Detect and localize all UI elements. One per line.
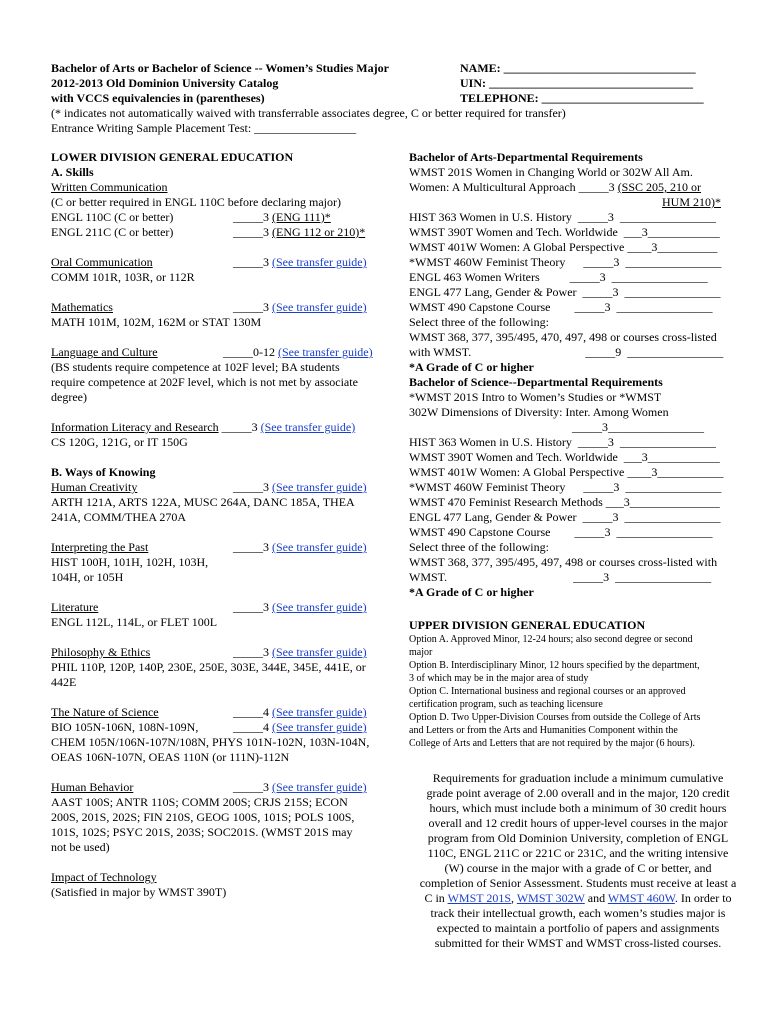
ba-line-2-text: Women: A Multicultural Approach _____3 <box>409 180 618 194</box>
req-line-10: track their intellectual growth, each women’s studies major is <box>430 906 726 920</box>
title-line-3: with VCCS equivalencies in (parentheses) <box>51 91 265 105</box>
science-transfer-guide-link-1[interactable]: (See transfer guide) <box>272 705 367 719</box>
bs-line-9[interactable]: ENGL 477 Lang, Gender & Power _____3 ________________ <box>409 510 721 524</box>
creativity-title: Human Creativity <box>51 480 138 494</box>
math-transfer-guide-link[interactable]: (See transfer guide) <box>272 300 367 314</box>
req-line-11: expected to maintain a portfolio of papers and assignments <box>436 921 720 935</box>
upper-division-options <box>409 633 749 750</box>
engl211-equivalency: (ENG 112 or 210)* <box>272 225 366 239</box>
language-note-3: degree) <box>51 390 87 404</box>
past-row <box>51 540 391 555</box>
behavior-courses-4: not be used) <box>51 840 110 854</box>
engl211-row <box>51 225 391 240</box>
creativity-credit[interactable]: _____3 <box>233 480 272 494</box>
literature-row <box>51 600 391 615</box>
req-line-6: 110C, ENGL 211C or 221C or 231C, and the writing intensive <box>427 846 729 860</box>
bs-line-7[interactable]: *WMST 460W Feminist Theory _____3 ________________ <box>409 480 722 494</box>
info-literacy-row <box>51 420 391 435</box>
bs-line-1: *WMST 201S Intro to Women’s Studies or *WMST <box>409 390 662 404</box>
skills-heading: A. Skills <box>51 165 94 179</box>
science-title: The Nature of Science <box>51 705 159 719</box>
wmst-302w-link[interactable]: WMST 302W <box>516 891 585 905</box>
ba-line-2-equivalency: (SSC 205, 210 or <box>617 180 702 194</box>
req-line-8: completion of Senior Assessment. Students must receive at least a <box>419 876 737 890</box>
req-line-12: submitted for their WMST and WMST cross-listed courses. <box>434 936 722 950</box>
lower-division-column <box>51 150 391 900</box>
behavior-transfer-guide-link[interactable]: (See transfer guide) <box>272 780 367 794</box>
philosophy-row <box>51 645 391 660</box>
wmst-201s-link[interactable]: WMST 201S <box>447 891 512 905</box>
philosophy-courses-1: PHIL 110P, 120P, 140P, 230E, 250E, 303E, 344E, 345E, 441E, or <box>51 660 366 674</box>
oral-transfer-guide-link[interactable]: (See transfer guide) <box>272 255 367 269</box>
science-courses-row <box>51 720 391 735</box>
graduation-requirements <box>405 771 751 951</box>
ba-grade-note: *A Grade of C or higher <box>409 360 534 374</box>
ba-line-2 <box>409 180 749 195</box>
name-field[interactable]: NAME: ________________________________ <box>460 61 696 75</box>
literature-transfer-guide-link[interactable]: (See transfer guide) <box>272 600 367 614</box>
oral-courses: COMM 101R, 103R, or 112R <box>51 270 195 284</box>
upper-division-heading: UPPER DIVISION GENERAL EDUCATION <box>409 618 646 632</box>
option-d-line-2: and Letters or from the Arts and Humanities Component within the <box>409 725 678 736</box>
req-line-9-text-d: . In order to <box>674 891 732 905</box>
title-line-2: 2012-2013 Old Dominion University Catalog <box>51 76 279 90</box>
behavior-courses-2: 200S, 201S, 202S; FIN 210S, GEOG 100S, 101S; POLS 100S, <box>51 810 355 824</box>
mathematics-row <box>51 300 391 315</box>
creativity-transfer-guide-link[interactable]: (See transfer guide) <box>272 480 367 494</box>
science-courses-2: CHEM 105N/106N-107N/108N, PHYS 101N-102N, 103N-104N, <box>51 735 370 749</box>
literature-credit[interactable]: _____3 <box>233 600 272 614</box>
req-line-2: grade point average of 2.00 overall and in the major, 120 credit <box>426 786 730 800</box>
ba-heading: Bachelor of Arts-Departmental Requirements <box>409 150 643 164</box>
science-transfer-guide-link-2[interactable]: (See transfer guide) <box>272 720 367 734</box>
info-literacy-credit[interactable]: _____3 <box>218 420 261 434</box>
past-credit[interactable]: _____3 <box>233 540 272 554</box>
behavior-credit[interactable]: _____3 <box>233 780 272 794</box>
language-transfer-guide-link[interactable]: (See transfer guide) <box>278 345 373 359</box>
creativity-row <box>51 480 391 495</box>
ba-line-1: WMST 201S Women in Changing World or 302W All Am. <box>409 165 693 179</box>
option-c-line-1: Option C. International business and regional courses or an approved <box>409 686 686 697</box>
philosophy-courses-2: 442E <box>51 675 77 689</box>
option-d-line-1: Option D. Two Upper-Division Courses from outside the College of Arts <box>409 712 701 723</box>
option-d-line-3: College of Arts and Letters that are not required by the major (6 hours). <box>409 738 696 749</box>
ba-line-5[interactable]: WMST 390T Women and Tech. Worldwide ___3____________ <box>409 225 720 239</box>
ways-of-knowing-heading: B. Ways of Knowing <box>51 465 156 479</box>
science-credit-2[interactable]: _____4 <box>233 720 272 734</box>
math-credit[interactable]: _____3 <box>233 300 272 314</box>
past-transfer-guide-link[interactable]: (See transfer guide) <box>272 540 367 554</box>
ba-line-9[interactable]: ENGL 477 Lang, Gender & Power _____3 ________________ <box>409 285 721 299</box>
req-line-9-text-b: , <box>511 891 517 905</box>
telephone-field[interactable]: TELEPHONE: ___________________________ <box>460 91 704 105</box>
info-literacy-title: Information Literacy and Research <box>51 420 219 434</box>
bs-line-4[interactable]: HIST 363 Women in U.S. History _____3 ________________ <box>409 435 716 449</box>
transfer-note: (* indicates not automatically waived with transferrable associates degree, C or better required for transfer) <box>51 106 566 120</box>
literature-title: Literature <box>51 600 99 614</box>
written-communication-title: Written Communication <box>51 180 168 194</box>
bs-line-8[interactable]: WMST 470 Feminist Research Methods ___3_______________ <box>409 495 720 509</box>
engl110-credit[interactable]: _____3 <box>233 210 272 224</box>
written-communication-note: (C or better required in ENGL 110C before declaring major) <box>51 195 342 209</box>
technology-title: Impact of Technology <box>51 870 157 884</box>
behavior-title: Human Behavior <box>51 780 134 794</box>
science-courses-3: OEAS 106N-107N, OEAS 110N (or 111N)-112N <box>51 750 290 764</box>
title-line-1: Bachelor of Arts or Bachelor of Science -- Women’s Studies Major <box>51 61 389 75</box>
req-line-7: (W) course in the major with a grade of C or better, and <box>444 861 712 875</box>
req-line-5: program from Old Dominion University, completion of ENGL <box>427 831 729 845</box>
ba-line-4[interactable]: HIST 363 Women in U.S. History _____3 ________________ <box>409 210 716 224</box>
behavior-row <box>51 780 391 795</box>
technology-note: (Satisfied in major by WMST 390T) <box>51 885 227 899</box>
option-c-line-2: certification program, such as teaching licensure <box>409 699 603 710</box>
engl211-course: ENGL 211C (C or better) <box>51 225 174 239</box>
ba-line-7[interactable]: *WMST 460W Feminist Theory _____3 ________________ <box>409 255 722 269</box>
ba-line-3 <box>409 195 749 210</box>
past-courses-1: HIST 100H, 101H, 102H, 103H, <box>51 555 209 569</box>
option-a-line-1: Option A. Approved Minor, 12-24 hours; also second degree or second <box>409 634 693 645</box>
bs-line-12: WMST 368, 377, 395/495, 497, 498 or courses cross-listed with <box>409 555 718 569</box>
oral-communication-row <box>51 255 391 270</box>
bs-line-2: 302W Dimensions of Diversity: Inter. Among Women <box>409 405 669 419</box>
bs-grade-note: *A Grade of C or higher <box>409 585 534 599</box>
engl110-course: ENGL 110C (C or better) <box>51 210 174 224</box>
ba-line-11: Select three of the following: <box>409 315 549 329</box>
literature-courses: ENGL 112L, 114L, or FLET 100L <box>51 615 218 629</box>
language-title: Language and Culture <box>51 345 158 359</box>
behavior-courses-3: 101S, 102S; PSYC 201S, 203S; SOC201S. (WMST 201S may <box>51 825 353 839</box>
req-line-3: hours, which must include both a minimum of 30 credit hours <box>429 801 727 815</box>
ba-line-12: WMST 368, 377, 395/495, 470, 497, 498 or courses cross-listed <box>409 330 717 344</box>
req-line-9-text-c: and <box>584 891 608 905</box>
uin-field[interactable]: UIN: __________________________________ <box>460 76 693 90</box>
mathematics-title: Mathematics <box>51 300 113 314</box>
bs-line-3[interactable]: _____3________________ <box>572 420 704 434</box>
language-row <box>51 345 391 360</box>
oral-communication-title: Oral Communication <box>51 255 153 269</box>
past-title: Interpreting the Past <box>51 540 149 554</box>
bs-heading: Bachelor of Science--Departmental Requirements <box>409 375 663 389</box>
engl211-credit[interactable]: _____3 <box>233 225 272 239</box>
philosophy-title: Philosophy & Ethics <box>51 645 151 659</box>
creativity-courses-1: ARTH 121A, ARTS 122A, MUSC 264A, DANC 185A, THEA <box>51 495 355 509</box>
req-line-9 <box>405 891 751 906</box>
lower-division-heading: LOWER DIVISION GENERAL EDUCATION <box>51 150 294 164</box>
req-line-1: Requirements for graduation include a minimum cumulative <box>432 771 724 785</box>
option-b-line-1: Option B. Interdisciplinary Minor, 12 hours specified by the department, <box>409 660 700 671</box>
ba-line-13[interactable]: with WMST. _____9 ________________ <box>409 345 724 359</box>
wmst-460w-link[interactable]: WMST 460W <box>607 891 675 905</box>
option-b-line-2: 3 of which may be in the major area of study <box>409 673 589 684</box>
philosophy-credit[interactable]: _____3 <box>233 645 272 659</box>
ba-line-10[interactable]: WMST 490 Capstone Course _____3 ________________ <box>409 300 713 314</box>
req-line-4: overall and 12 credit hours of upper-level courses in the major <box>428 816 728 830</box>
ba-line-8[interactable]: ENGL 463 Women Writers _____3 ________________ <box>409 270 708 284</box>
engl110-row <box>51 210 391 225</box>
behavior-courses-1: AAST 100S; ANTR 110S; COMM 200S; CRJS 215S; ECON <box>51 795 348 809</box>
info-literacy-courses: CS 120G, 121G, or IT 150G <box>51 435 188 449</box>
philosophy-transfer-guide-link[interactable]: (See transfer guide) <box>272 645 367 659</box>
bs-line-5[interactable]: WMST 390T Women and Tech. Worldwide ___3____________ <box>409 450 720 464</box>
oral-credit[interactable]: _____3 <box>233 255 272 269</box>
creativity-courses-2: 241A, COMM/THEA 270A <box>51 510 187 524</box>
bs-line-13[interactable]: WMST. _____3 ________________ <box>409 570 712 584</box>
entrance-test-line: Entrance Writing Sample Placement Test: _________________ <box>51 121 357 135</box>
bs-line-11: Select three of the following: <box>409 540 549 554</box>
engl110-equivalency: (ENG 111)* <box>272 210 331 224</box>
language-credit[interactable]: _____0-12 <box>223 345 278 359</box>
science-credit-1[interactable]: _____4 <box>233 705 272 719</box>
departmental-column <box>409 150 749 600</box>
science-row <box>51 705 391 720</box>
language-note-2: require competence at 202F level, which is not met by associate <box>51 375 358 389</box>
option-a-line-2: major <box>409 647 433 658</box>
mathematics-courses: MATH 101M, 102M, 162M or STAT 130M <box>51 315 262 329</box>
language-note-1: (BS students require competence at 102F level; BA students <box>51 360 340 374</box>
bs-line-10[interactable]: WMST 490 Capstone Course _____3 ________________ <box>409 525 713 539</box>
bs-line-6[interactable]: WMST 401W Women: A Global Perspective ____3___________ <box>409 465 724 479</box>
req-line-9-text-a: C in <box>424 891 448 905</box>
ba-line-6[interactable]: WMST 401W Women: A Global Perspective ____3__________ <box>409 240 718 254</box>
ba-line-3-equivalency: HUM 210)* <box>662 195 721 209</box>
science-courses-1: BIO 105N-106N, 108N-109N, <box>51 720 199 734</box>
past-courses-2: 104H, or 105H <box>51 570 124 584</box>
info-literacy-transfer-guide-link[interactable]: (See transfer guide) <box>260 420 356 434</box>
